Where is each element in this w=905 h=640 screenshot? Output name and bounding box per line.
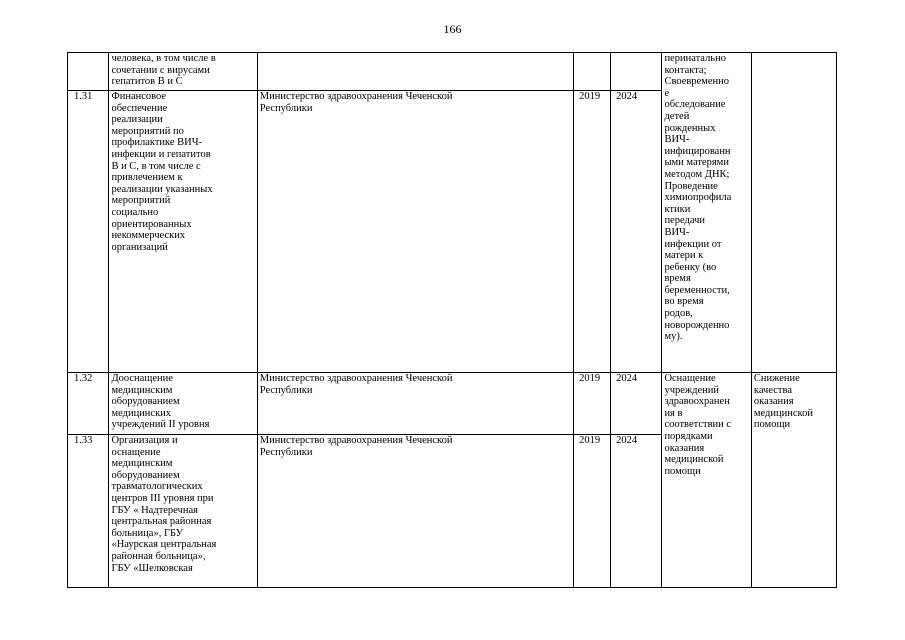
cell-measure: человека, в том числе в сочетании с вирусами гепатитов В и С <box>109 53 257 91</box>
cell-measure: Финансовое обеспечение реализации мероприятий по профилактике ВИЧ- инфекции и гепатитов В и С, в том числе с привлечением к реализации указанных мероприятий социально ориентированных некоммерческих организаций <box>109 91 257 373</box>
table-row <box>68 53 837 91</box>
page-number: 166 <box>443 22 462 36</box>
measures-table <box>67 52 837 588</box>
cell-executor: Министерство здравоохранения Чеченской Республики <box>257 91 573 373</box>
cell-num: 1.31 <box>68 91 109 373</box>
cell-start-year: 2019 <box>574 373 611 435</box>
table-row <box>68 373 837 435</box>
cell-measure: Дооснащение медицинским оборудованием медицинских учреждений II уровня <box>109 373 257 435</box>
cell-result: Оснащение учреждений здравоохранен ия в соответствии с порядками оказания медицинской помощи <box>662 373 751 588</box>
cell-end-year <box>611 53 662 91</box>
cell-start-year: 2019 <box>574 91 611 373</box>
cell-num <box>68 53 109 91</box>
cell-start-year <box>574 53 611 91</box>
cell-num: 1.32 <box>68 373 109 435</box>
cell-executor <box>257 53 573 91</box>
cell-end-year: 2024 <box>611 91 662 373</box>
cell-start-year: 2019 <box>574 435 611 588</box>
cell-executor: Министерство здравоохранения Чеченской Республики <box>257 373 573 435</box>
cell-end-year: 2024 <box>611 373 662 435</box>
cell-end-year: 2024 <box>611 435 662 588</box>
cell-executor: Министерство здравоохранения Чеченской Республики <box>257 435 573 588</box>
cell-result: перинатально контакта; Своевременно е обследование детей рожденных ВИЧ- инфицированн ыми матерями методом ДНК; Проведение химиопрофила ктики передачи ВИЧ- инфекции от матери к ребенку (во время беременности, во время родов, новорожденно му). <box>662 53 751 373</box>
cell-measure: Организация и оснащение медицинским оборудованием травматологических центров III уровня при ГБУ « Надтеречная центральная районная больница», ГБУ «Наурская центральная районная больница», ГБУ «Шелковская <box>109 435 257 588</box>
cell-risk: Снижение качества оказания медицинской помощи <box>751 373 836 588</box>
cell-num: 1.33 <box>68 435 109 588</box>
cell-risk <box>751 53 836 373</box>
